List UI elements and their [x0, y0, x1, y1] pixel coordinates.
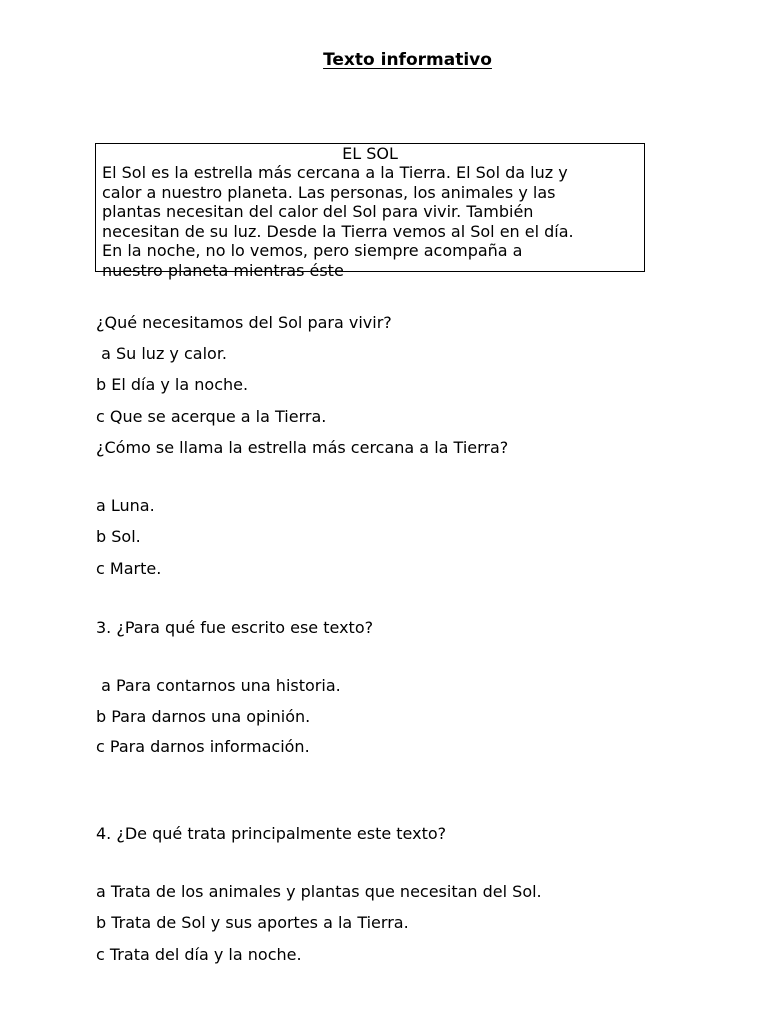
question-2-option-a: a Luna. [96, 496, 155, 515]
question-2-option-c: c Marte. [96, 559, 162, 578]
reading-line: En la noche, no lo vemos, pero siempre acompaña a [102, 241, 523, 261]
reading-line: necesitan de su luz. Desde la Tierra vemos al Sol en el día. [102, 221, 574, 241]
question-2-option-b: b Sol. [96, 527, 141, 546]
question-1-option-c: c Que se acerque a la Tierra. [96, 407, 327, 426]
reading-line: calor a nuestro planeta. Las personas, los animales y las [102, 182, 556, 202]
question-1: ¿Qué necesitamos del Sol para vivir? [96, 313, 392, 332]
reading-heading: EL SOL [342, 144, 398, 163]
question-1-option-a: a Su luz y calor. [96, 344, 228, 363]
question-4-option-b: b Trata de Sol y sus aportes a la Tierra. [96, 913, 409, 932]
question-1-option-b: b El día y la noche. [96, 375, 249, 394]
document-title: Texto informativo [323, 50, 492, 70]
question-4: 4. ¿De qué trata principalmente este texto? [96, 824, 447, 843]
reading-text-box [95, 143, 645, 280]
question-3-option-b: b Para darnos una opinión. [96, 707, 311, 726]
question-4-option-a: a Trata de los animales y plantas que necesitan del Sol. [96, 882, 542, 901]
reading-line: nuestro planeta mientras éste [102, 260, 344, 280]
question-3-option-c: c Para darnos información. [96, 737, 310, 756]
question-4-option-c: c Trata del día y la noche. [96, 945, 302, 964]
question-3-option-a: a Para contarnos una historia. [96, 676, 341, 695]
question-2: ¿Cómo se llama la estrella más cercana a la Tierra? [96, 438, 509, 457]
reading-line: plantas necesitan del calor del Sol para vivir. También [102, 202, 534, 222]
reading-line: El Sol es la estrella más cercana a la Tierra. El Sol da luz y [102, 163, 568, 182]
question-3: 3. ¿Para qué fue escrito ese texto? [96, 618, 374, 637]
